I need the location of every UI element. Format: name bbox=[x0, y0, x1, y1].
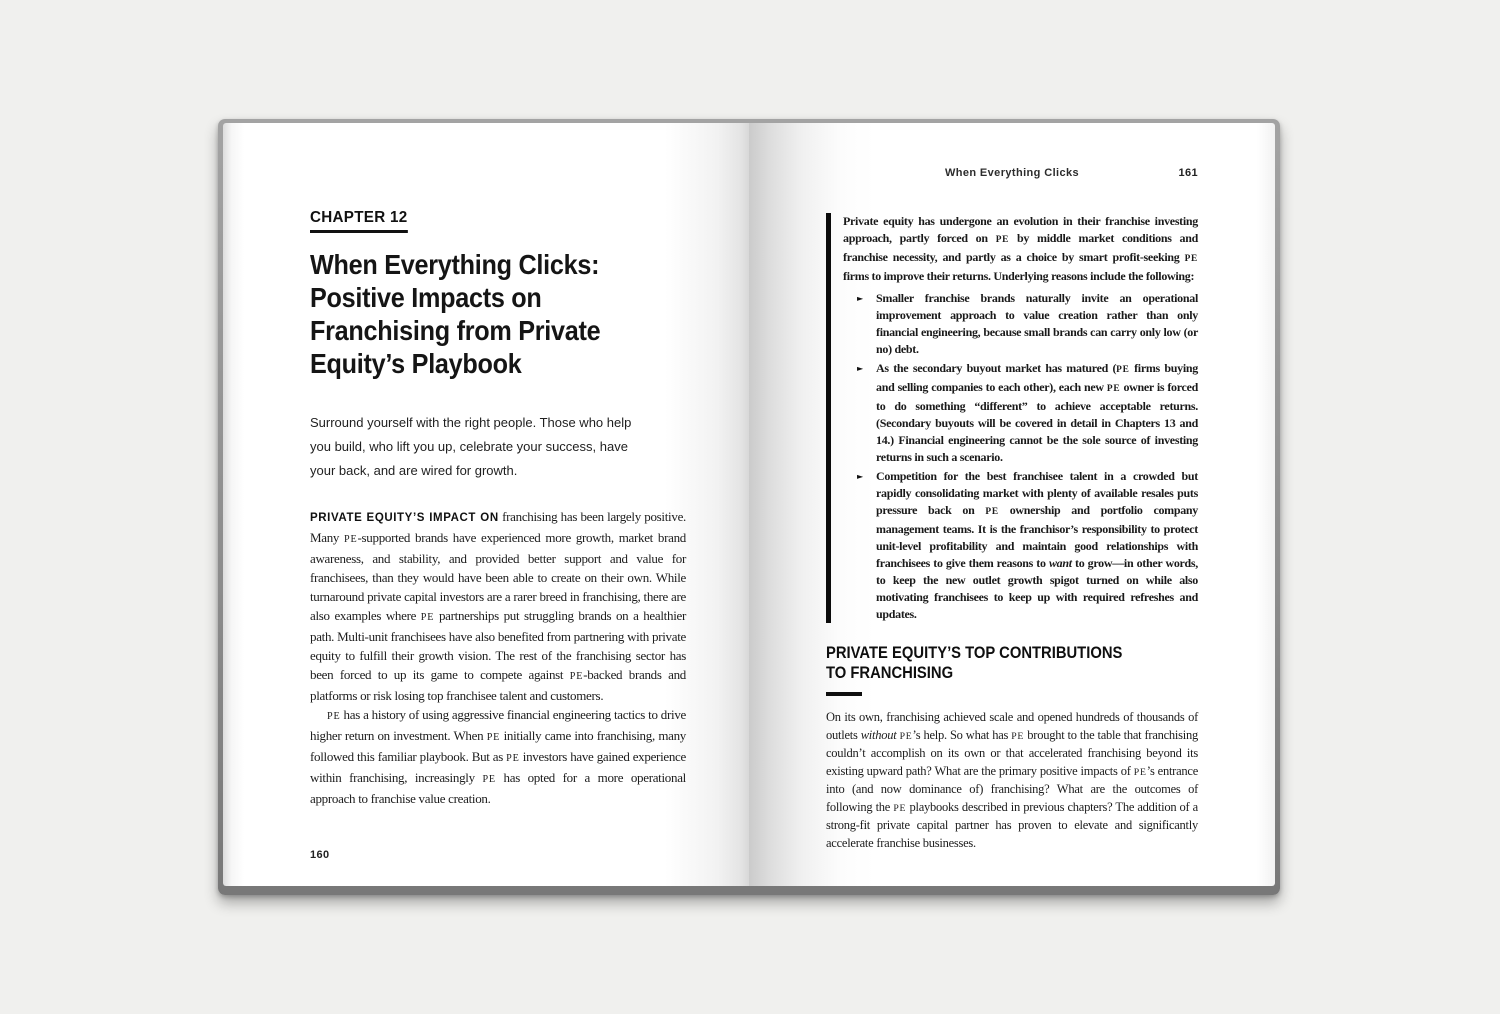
heading-rule bbox=[826, 692, 862, 696]
running-head: When Everything Clicks bbox=[944, 167, 1080, 179]
page-number-right: 161 bbox=[1178, 167, 1198, 179]
bullet-text: As the secondary buyout market has matured (PE firms buying and selling companies to each other), each new PE owner is forced to do something “different” to achieve acceptable returns. (Secondary buyouts will be covered in detail in Chapters 13 and 14.) Financial engineering cannot be the sole source of investing returns in such a scenario. bbox=[876, 361, 1198, 464]
quote-intro: Private equity has undergone an evolution in their franchise investing approach, partly forced on PE by middle market conditions and franchise necessity, and partly as a choice by smart profit-seeking PE firms to improve their returns. Underlying reasons include the following: bbox=[843, 214, 1198, 283]
bullet-text: Smaller franchise brands naturally invite an operational improvement approach to value creation rather than only financial engineering, because small brands can carry only low (or no) debt. bbox=[876, 291, 1198, 356]
running-head-row bbox=[826, 167, 1198, 179]
bullet-item bbox=[857, 360, 1198, 466]
left-page-content bbox=[310, 123, 686, 808]
section-heading bbox=[826, 643, 1198, 683]
epigraph: Surround yourself with the right people. Those who help you build, who lift you up, celebrate your success, have your back, and are wired for growth. bbox=[310, 415, 632, 478]
bullet-item bbox=[857, 468, 1198, 623]
bullet-arrow-icon: ► bbox=[857, 364, 863, 373]
bullet-arrow-icon: ► bbox=[857, 294, 863, 303]
chapter-title-line: Positive Impacts on bbox=[310, 282, 542, 313]
body-paragraph-1: PRIVATE EQUITY’S IMPACT ON franchising has been largely positive. Many PE-supported brands have experienced more growth, market brand awareness, and stability, and provided better support and value for franchisees, than they would have been able to create on their own. While turnaround private capital investors are a rarer breed in franchising, there are also examples where PE partnerships put struggling brands on a healthier path. Multi-unit franchisees have also benefited from partnering with private equity to fulfill their growth vision. The rest of the franchising sector has been forced to up its game to compete against PE-backed brands and platforms or risk losing top franchisee talent and customers. bbox=[310, 509, 687, 703]
body-paragraph-right: On its own, franchising achieved scale and opened hundreds of thousands of outlets without PE’s help. So what has PE brought to the table that franchising couldn’t accomplish on its own or that accelerated franchising beyond its existing upward path? What are the primary positive impacts of PE’s entrance into (and now dominance of) franchising? What are the outcomes of following the PE playbooks described in previous chapters? The addition of a strong-fit private capital partner has proven to elevate and significantly accelerate franchise businesses. bbox=[826, 710, 1198, 850]
chapter-label: CHAPTER 12 bbox=[310, 209, 407, 233]
body-paragraph-2: PE has a history of using aggressive financial engineering tactics to drive higher return on investment. When PE initially came into franchising, many followed this familiar playbook. But as PE investors have gained experience within franchising, increasingly PE has opted for a more operational approach to franchise value creation. bbox=[310, 707, 686, 806]
bullet-text: Competition for the best franchisee talent in a crowded but rapidly consolidating market with plenty of available resales puts pressure back on PE ownership and portfolio company management teams. It is the franchisor’s responsibility to protect unit-level profitability and maintain good relationships with franchisees to give them reasons to want to grow—in other words, to keep the new outlet growth spigot turned on while also motivating franchisees to keep up with required refreshes and updates. bbox=[876, 469, 1199, 621]
page-number-left: 160 bbox=[310, 849, 330, 861]
chapter-title-line: Franchising from Private bbox=[310, 315, 601, 346]
quote-bullet-list bbox=[843, 290, 1198, 623]
right-page-content bbox=[826, 213, 1198, 852]
chapter-title-line: Equity’s Playbook bbox=[310, 348, 522, 379]
chapter-title-line: When Everything Clicks: bbox=[310, 249, 600, 280]
book-pages bbox=[223, 123, 1275, 886]
pull-quote-block bbox=[826, 213, 1198, 623]
section-heading-line: PRIVATE EQUITY’S TOP CONTRIBUTIONS bbox=[826, 643, 1123, 662]
section-heading-line: TO FRANCHISING bbox=[826, 663, 954, 682]
bullet-arrow-icon: ► bbox=[857, 472, 863, 481]
chapter-title bbox=[310, 248, 686, 380]
book-cover bbox=[218, 119, 1280, 895]
page-right bbox=[749, 123, 1275, 886]
bullet-item bbox=[857, 290, 1198, 358]
page-left bbox=[223, 123, 749, 886]
